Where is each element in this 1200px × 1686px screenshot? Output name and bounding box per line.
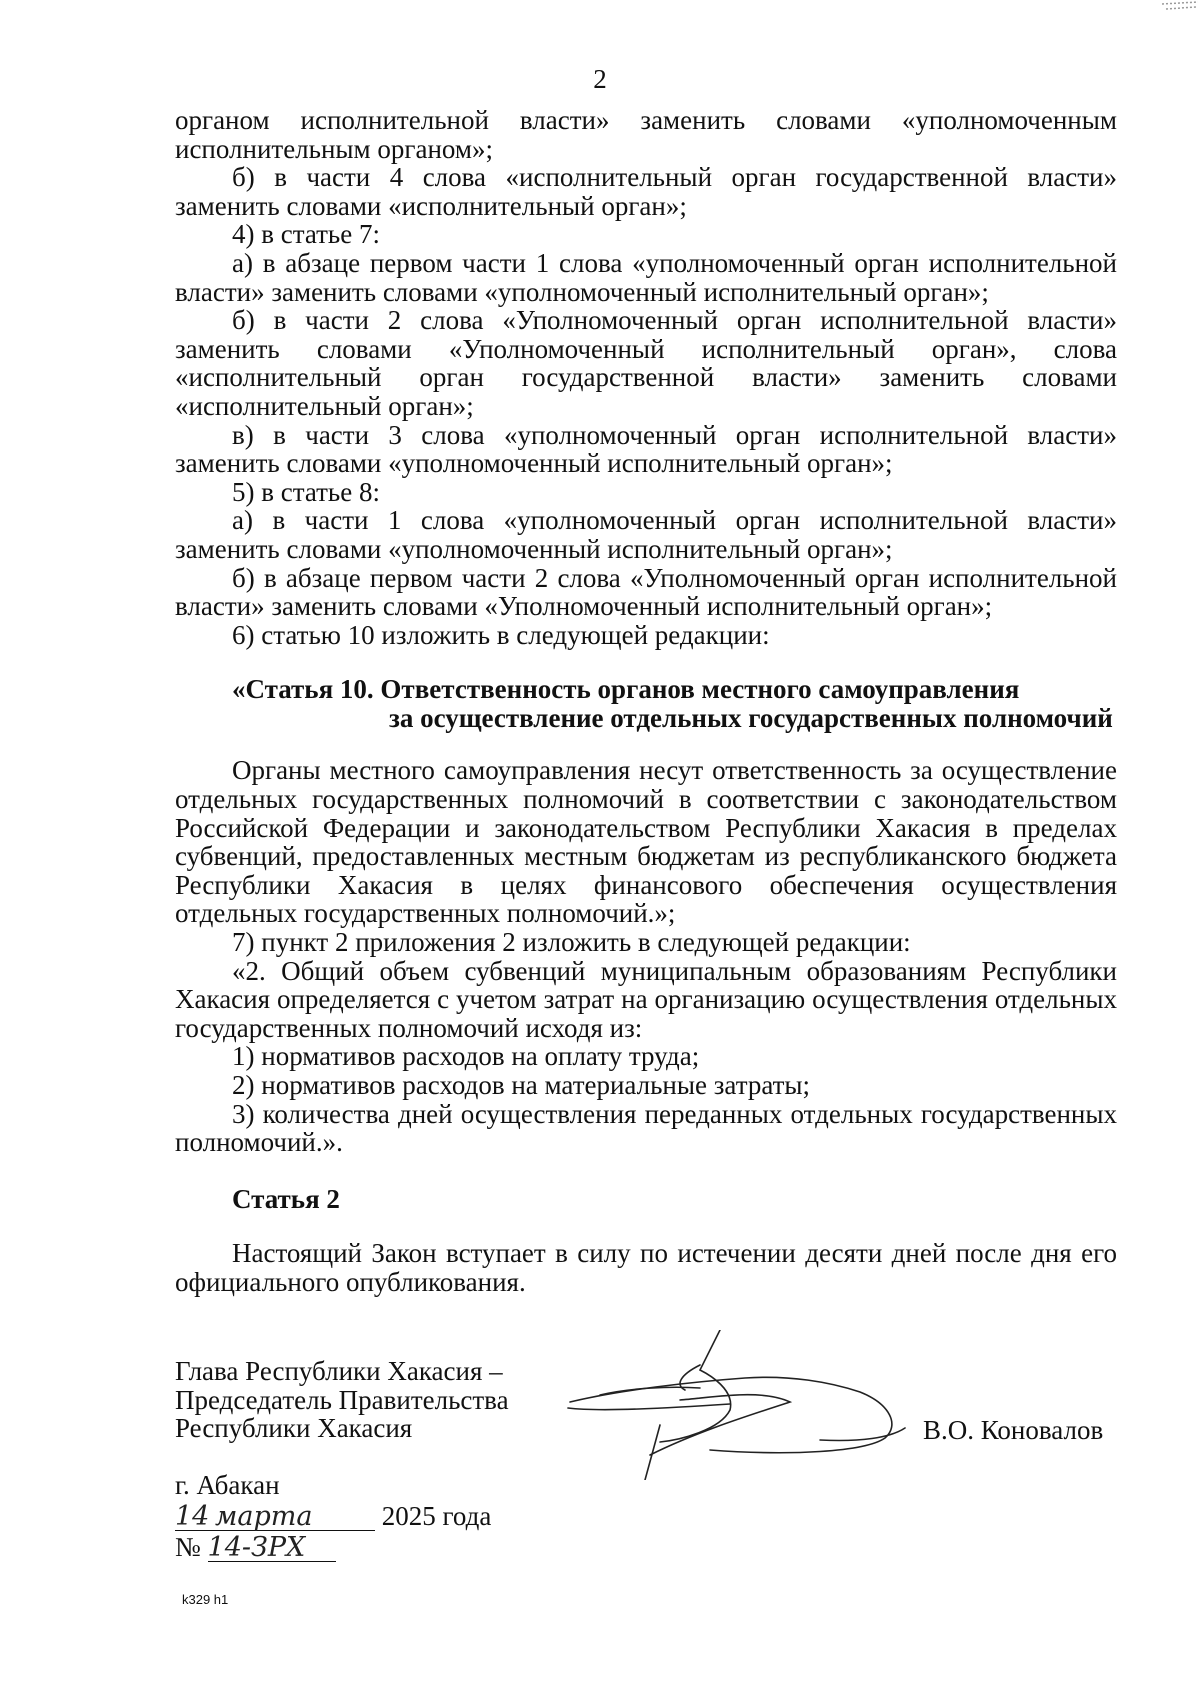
signatory-title-line: Председатель Правительства (175, 1384, 509, 1415)
article-10-heading (175, 675, 1117, 732)
paragraph: б) в части 4 слова «исполнительный орган государственной власти» заменить словами «исполнительный орган»; (175, 162, 1117, 221)
article-10-heading-line2: за осуществление отдельных государственных полномочий (389, 702, 1113, 733)
signatory-title-line: Глава Республики Хакасия – (175, 1356, 503, 1386)
paragraph: 2) нормативов расходов на материальные затраты; (232, 1070, 811, 1100)
paragraph: органом исполнительной власти» заменить словами «уполномоченным исполнительным органом»; (175, 105, 1117, 164)
article-2-text: Настоящий Закон вступает в силу по истечении десяти дней после дня его официального опубликования. (175, 1238, 1117, 1297)
place-and-date (175, 1470, 491, 1563)
paragraph: 5) в статье 8: (232, 476, 380, 507)
number-prefix: № (175, 1532, 201, 1562)
paragraph: 3) количества дней осуществления переданных отдельных государственных полномочий.». (175, 1098, 1117, 1158)
number-handwritten: 14-ЗРХ (208, 1535, 336, 1562)
paragraph: а) в абзаце первом части 1 слова «уполномоченный орган исполнительной власти» заменить словами «уполномоченный исполнительный орган»; (175, 247, 1117, 307)
paragraph: 7) пункт 2 приложения 2 изложить в следующей редакции: (232, 927, 911, 958)
handwritten-signature (560, 1330, 940, 1480)
paragraph: в) в части 3 слова «уполномоченный орган исполнительной власти» заменить словами «уполномоченный исполнительный орган»; (175, 419, 1117, 479)
paragraph: б) в абзаце первом части 2 слова «Уполномоченный орган исполнительной власти» заменить словами «Уполномоченный исполнительный орган»; (175, 562, 1117, 622)
date-handwritten (175, 1503, 375, 1531)
signatory-name: В.О. Коновалов (923, 1415, 1104, 1445)
place-name: г. Абакан (175, 1470, 280, 1500)
footer-code: k329 h1 (182, 1592, 229, 1607)
page-number: 2 (593, 64, 607, 94)
date-year: 2025 года (381, 1501, 492, 1531)
date-day: 14 (175, 1501, 210, 1532)
scan-artifact (1160, 0, 1200, 14)
paragraph: «2. Общий объем субвенций муниципальным образованиям Республики Хакасия определяется с учетом затрат на организацию осуществления отдельных государственных полномочий исходя из: (175, 955, 1117, 1043)
paragraph: 6) статью 10 изложить в следующей редакции: (232, 619, 770, 650)
paragraph: б) в части 2 слова «Уполномоченный орган исполнительной власти» заменить словами «Уполномоченный исполнительный орган», слова «исполнительный орган государственной власти» заменить словами «исполнительный орган»; (175, 305, 1117, 421)
paragraph: 4) в статье 7: (232, 219, 380, 250)
paragraph: 1) нормативов расходов на оплату труда; (232, 1041, 700, 1072)
date-line (175, 1501, 491, 1532)
signatory-title (175, 1357, 509, 1443)
article-10-heading-line1: «Статья 10. Ответственность органов местного самоуправления (232, 674, 1020, 705)
paragraph: Органы местного самоуправления несут ответственность за осуществление отдельных государственных полномочий в соответствии с законодательством Российской Федерации и законодательством Республики Хакасия в пределах субвенций, предоставленных местным бюджетам из республиканского бюджета Республики Хакасия в целях финансового обеспечения осуществления отдельных государственных полномочий.»; (175, 755, 1117, 929)
article-2-heading: Статья 2 (232, 1183, 340, 1214)
document-body (175, 106, 1117, 1297)
paragraph: а) в части 1 слова «уполномоченный орган исполнительной власти» заменить словами «уполномоченный исполнительный орган»; (175, 505, 1117, 564)
signatory-title-line: Республики Хакасия (175, 1413, 413, 1444)
date-month: марта (215, 1501, 313, 1532)
law-number (175, 1532, 491, 1563)
